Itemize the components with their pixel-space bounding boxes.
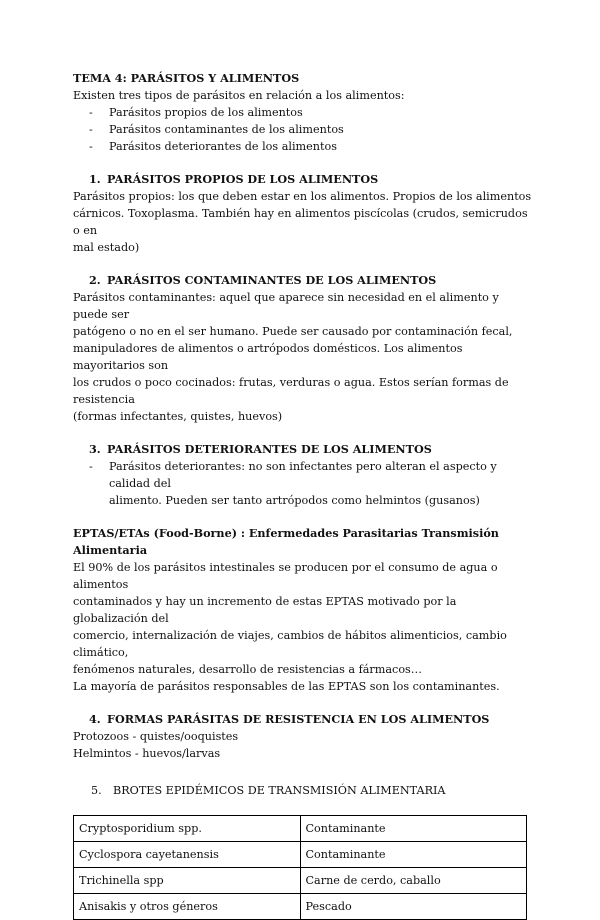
- section-2-line: (formas infectantes, quistes, huevos): [73, 410, 283, 423]
- page-title: TEMA 4: PARÁSITOS Y ALIMENTOS: [73, 71, 300, 85]
- section-2-line: patógeno o no en el ser humano. Puede ser causado por contaminación fecal,: [73, 325, 513, 338]
- section-3-list: [73, 458, 533, 509]
- table-cell: Contaminante: [300, 842, 527, 868]
- table-cell: Trichinella spp: [74, 868, 301, 894]
- section-2-line: los crudos o poco cocinados: frutas, verduras o agua. Estos serían formas de resistencia: [73, 376, 509, 406]
- document-page: [73, 70, 533, 920]
- section-2-heading: 2. PARÁSITOS CONTAMINANTES DE LOS ALIMENTOS: [89, 273, 437, 287]
- intro-text: Existen tres tipos de parásitos en relación a los alimentos:: [73, 89, 405, 102]
- section-2-line: manipuladores de alimentos o artrópodos domésticos. Los alimentos mayoritarios son: [73, 342, 463, 372]
- eptas-heading: EPTAS/ETAs (Food-Borne) : Enfermedades Parasitarias Transmisión Alimentaria: [73, 526, 499, 557]
- table-cell: Cryptosporidium spp.: [74, 816, 301, 842]
- section-1-line: cárnicos. Toxoplasma. También hay en alimentos piscícolas (crudos, semicrudos o en: [73, 207, 528, 237]
- section-1-heading: 1. PARÁSITOS PROPIOS DE LOS ALIMENTOS: [89, 172, 379, 186]
- table-row: [74, 894, 527, 920]
- eptas-line: contaminados y hay un incremento de estas EPTAS motivado por la globalización del: [73, 595, 457, 625]
- table-row: [74, 842, 527, 868]
- eptas-line: fenómenos naturales, desarrollo de resistencias a fármacos…: [73, 663, 422, 676]
- list-item: - Parásitos contaminantes de los alimentos: [73, 121, 533, 138]
- table-cell: Pescado: [300, 894, 527, 920]
- section-4-line: Helmintos - huevos/larvas: [73, 747, 221, 760]
- eptas-line: comercio, internalización de viajes, cambios de hábitos alimenticios, cambio climático,: [73, 629, 507, 659]
- table-row: [74, 868, 527, 894]
- section-3-heading: 3. PARÁSITOS DETERIORANTES DE LOS ALIMENTOS: [89, 442, 432, 456]
- section-4-line: Protozoos - quistes/ooquistes: [73, 730, 239, 743]
- eptas-line: La mayoría de parásitos responsables de las EPTAS son los contaminantes.: [73, 680, 500, 693]
- section-1-line: mal estado): [73, 241, 140, 254]
- table-cell: Carne de cerdo, caballo: [300, 868, 527, 894]
- table-row: [74, 816, 527, 842]
- section-4-heading: 4. FORMAS PARÁSITAS DE RESISTENCIA EN LOS ALIMENTOS: [89, 712, 490, 726]
- section-1-line: Parásitos propios: los que deben estar en los alimentos. Propios de los alimentos: [73, 190, 532, 203]
- list-item: - Parásitos propios de los alimentos: [73, 104, 533, 121]
- table-cell: Contaminante: [300, 816, 527, 842]
- outbreaks-table: [73, 815, 527, 920]
- table-cell: Cyclospora cayetanensis: [74, 842, 301, 868]
- eptas-line: El 90% de los parásitos intestinales se producen por el consumo de agua o alimentos: [73, 561, 498, 591]
- section-2-line: Parásitos contaminantes: aquel que aparece sin necesidad en el alimento y puede ser: [73, 291, 499, 321]
- types-list: [73, 104, 533, 155]
- section-5-heading: 5. BROTES EPIDÉMICOS DE TRANSMISIÓN ALIMENTARIA: [91, 784, 446, 797]
- list-item: - Parásitos deteriorantes: no son infectantes pero alteran el aspecto y calidad del alimento. Pueden ser tanto artrópodos como helmintos (gusanos): [73, 458, 533, 509]
- table-cell: Anisakis y otros géneros: [74, 894, 301, 920]
- list-item: - Parásitos deteriorantes de los alimentos: [73, 138, 533, 155]
